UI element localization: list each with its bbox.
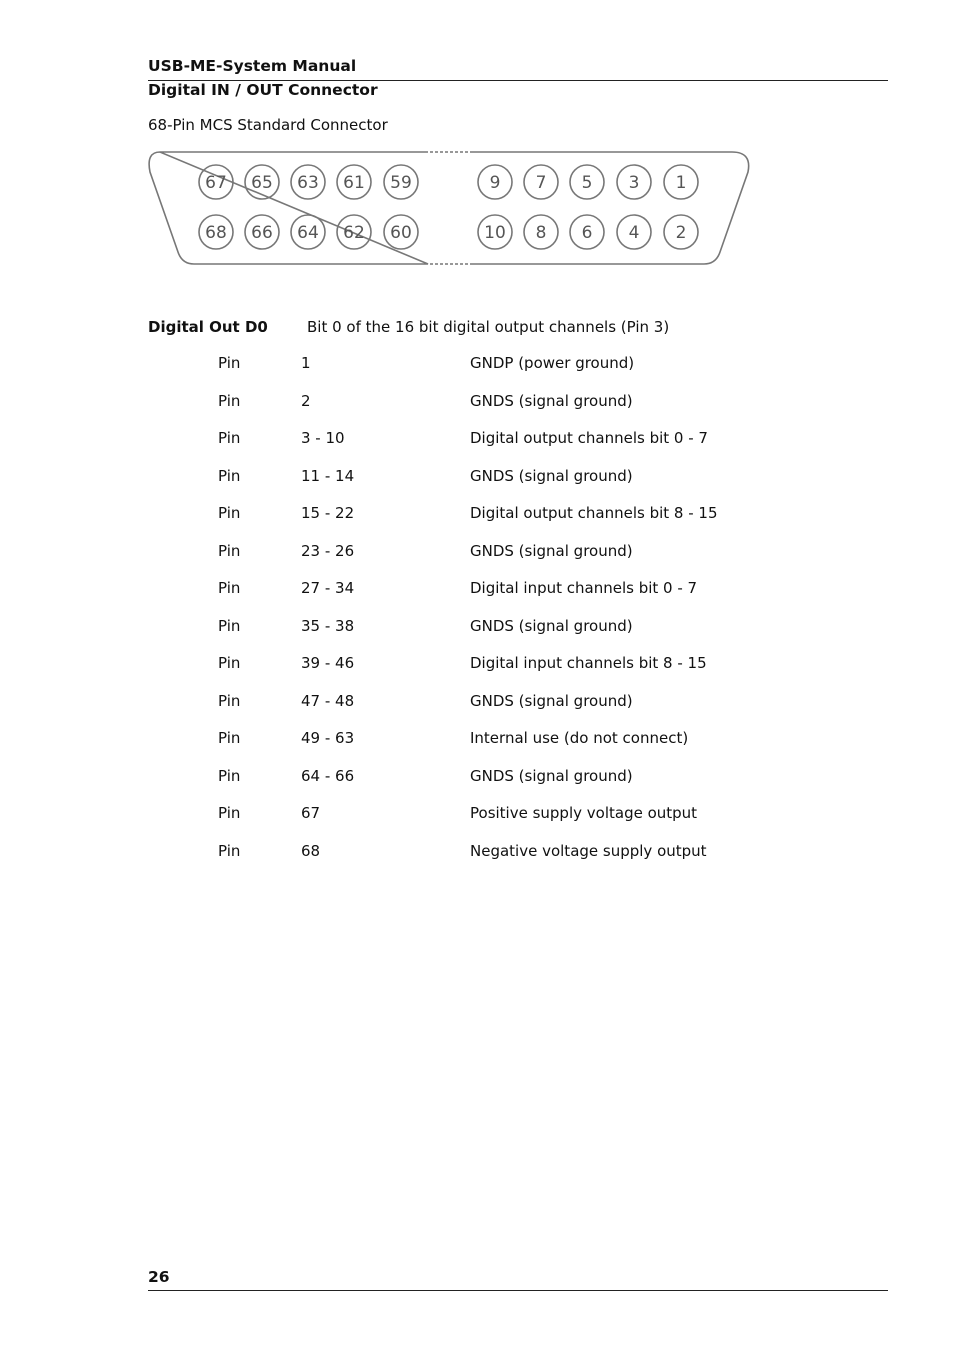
pin-number: 7	[535, 173, 547, 193]
pin-number: 9	[489, 173, 501, 193]
connector-pin	[291, 215, 325, 249]
footer-page-number: 26	[148, 1268, 170, 1286]
pin-label: Pin	[218, 391, 241, 410]
connector-pin	[384, 215, 418, 249]
pin-number: 66	[251, 223, 273, 243]
pin-row	[0, 503, 954, 523]
pin-description: Internal use (do not connect)	[470, 729, 689, 747]
pin-row	[0, 728, 954, 748]
section-description: Bit 0 of the 16 bit digital output channels (Pin 3)	[307, 318, 670, 336]
pin-label: Pin	[218, 429, 241, 447]
pin-number: 4	[628, 223, 640, 243]
pin-label: Pin	[218, 504, 241, 522]
connector-pin	[245, 215, 279, 249]
pin-description: GNDS (signal ground)	[470, 766, 633, 785]
connector-pin	[664, 165, 698, 199]
pin-description: Positive supply voltage output	[470, 804, 698, 822]
section-label: Digital Out D0	[148, 318, 268, 336]
pin-row	[0, 391, 954, 411]
connector-pin	[199, 165, 233, 199]
connector-pin	[570, 215, 604, 249]
connector-pin	[617, 215, 651, 249]
pin-row	[0, 466, 954, 486]
pin-description: GNDS (signal ground)	[470, 391, 633, 410]
pin-row	[0, 428, 954, 448]
pin-label: Pin	[218, 579, 241, 597]
page-header-title: USB-ME-System Manual	[148, 57, 357, 75]
pin-description: GNDS (signal ground)	[470, 691, 633, 710]
pin-range: 64 - 66	[301, 766, 355, 785]
pin-number: 67	[205, 173, 227, 193]
connector-pin	[524, 215, 558, 249]
pin-label: Pin	[218, 804, 241, 822]
connector-pin	[337, 165, 371, 199]
pin-range: 68	[301, 841, 321, 860]
connector-pin	[337, 215, 371, 249]
connector-pin	[199, 215, 233, 249]
pin-range: 1	[301, 354, 311, 372]
pin-number: 3	[628, 173, 640, 193]
section-heading: Digital IN / OUT Connector	[148, 81, 378, 99]
pin-range: 67	[301, 804, 321, 822]
pin-description: GNDS (signal ground)	[470, 466, 633, 485]
pin-number: 1	[675, 173, 687, 193]
pin-number: 63	[297, 173, 319, 193]
connector-pin	[478, 165, 512, 199]
connector-outline	[149, 152, 749, 264]
pin-range: 23 - 26	[301, 541, 355, 560]
pin-number: 8	[535, 223, 547, 243]
pin-number: 6	[581, 223, 593, 243]
pin-label: Pin	[218, 466, 241, 485]
pin-range: 27 - 34	[301, 579, 355, 597]
pin-label: Pin	[218, 766, 241, 785]
pin-range: 47 - 48	[301, 691, 355, 710]
connector-pin	[291, 165, 325, 199]
pin-description: Digital input channels bit 0 - 7	[470, 579, 698, 597]
pin-number: 60	[390, 223, 412, 243]
pin-label: Pin	[218, 354, 241, 372]
connector-diagram	[146, 148, 752, 268]
connector-pin	[384, 165, 418, 199]
pin-row	[0, 541, 954, 561]
pin-description: Negative voltage supply output	[470, 841, 707, 860]
pin-label: Pin	[218, 729, 241, 747]
pin-range: 3 - 10	[301, 429, 345, 447]
pin-range: 49 - 63	[301, 729, 355, 747]
pin-range: 15 - 22	[301, 504, 355, 522]
pin-range: 39 - 46	[301, 654, 355, 672]
pin-number: 61	[343, 173, 365, 193]
pin-row	[0, 353, 954, 373]
connector-pin	[478, 215, 512, 249]
pin-number: 68	[205, 223, 227, 243]
pin-label: Pin	[218, 654, 241, 672]
pin-row	[0, 841, 954, 861]
pin-range: 35 - 38	[301, 616, 355, 635]
pin-number: 2	[675, 223, 687, 243]
pin-description: Digital output channels bit 0 - 7	[470, 429, 708, 447]
pin-number: 10	[484, 223, 506, 243]
pin-row	[0, 803, 954, 823]
pin-number: 65	[251, 173, 273, 193]
pin-row	[0, 766, 954, 786]
pin-description: GNDS (signal ground)	[470, 616, 633, 635]
pin-label: Pin	[218, 841, 241, 860]
pin-description: GNDP (power ground)	[470, 354, 635, 372]
pin-range: 2	[301, 391, 311, 410]
connector-pin	[570, 165, 604, 199]
connector-pin	[664, 215, 698, 249]
pin-number: 64	[297, 223, 319, 243]
pin-number: 5	[581, 173, 593, 193]
connector-pin	[524, 165, 558, 199]
pin-label: Pin	[218, 616, 241, 635]
footer-rule	[148, 1290, 888, 1291]
pin-number: 62	[343, 223, 365, 243]
pin-range: 11 - 14	[301, 466, 355, 485]
pin-label: Pin	[218, 691, 241, 710]
pin-row	[0, 616, 954, 636]
pin-row	[0, 653, 954, 673]
pin-label: Pin	[218, 541, 241, 560]
pin-row	[0, 691, 954, 711]
connector-caption: 68-Pin MCS Standard Connector	[148, 116, 388, 134]
pin-description: Digital input channels bit 8 - 15	[470, 654, 707, 672]
pin-description: Digital output channels bit 8 - 15	[470, 504, 718, 522]
pin-description: GNDS (signal ground)	[470, 541, 633, 560]
connector-pin	[617, 165, 651, 199]
pin-row	[0, 578, 954, 598]
pin-number: 59	[390, 173, 412, 193]
